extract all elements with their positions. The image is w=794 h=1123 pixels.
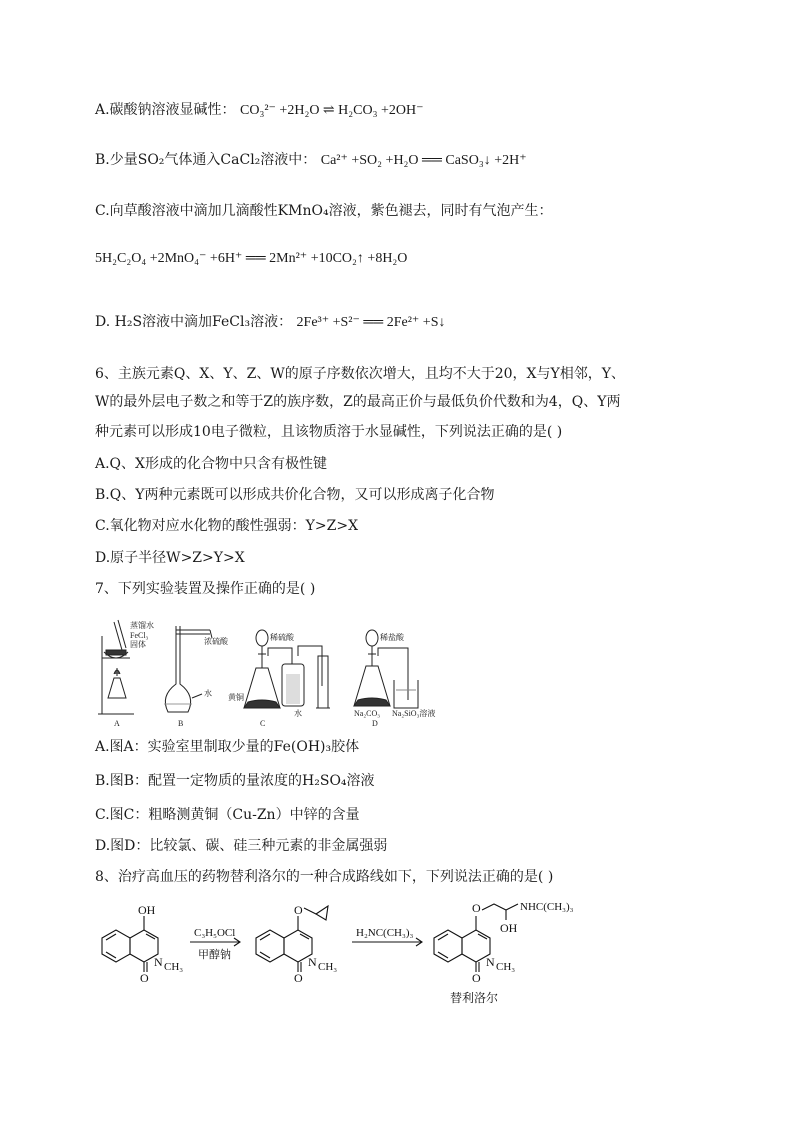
q6-option-d: D.原子半径W>Z>Y>X xyxy=(95,550,245,566)
q5-option-a-equation: CO₃²⁻ +2H₂O ⇌ H₂CO₃ +2OH⁻ xyxy=(240,103,424,118)
reactant-ch3: CH₃ xyxy=(164,961,184,973)
q6-option-a: A.Q、X形成的化合物中只含有极性键 xyxy=(95,456,328,472)
label-c-water: 水 xyxy=(294,709,302,718)
label-b-acid: 浓硫酸 xyxy=(204,637,228,646)
product-o: O xyxy=(472,901,481,915)
label-a-water: 蒸馏水 xyxy=(130,621,154,630)
label-a-solid: 固体 xyxy=(130,640,146,649)
label-d-acid: 稀盐酸 xyxy=(380,633,404,642)
reactant-o: O xyxy=(140,971,149,985)
q7-option-d: D.图D：比较氯、碳、硅三种元素的非金属强弱 xyxy=(95,838,388,854)
q7-option-c: C.图C：粗略测黄铜（Cu-Zn）中锌的含量 xyxy=(95,807,360,823)
q8-synthesis-scheme xyxy=(92,898,692,1010)
label-a-fecl3: FeCl₃ xyxy=(130,631,149,640)
q7-option-a: A.图A：实验室里制取少量的Fe(OH)₃胶体 xyxy=(95,739,360,755)
product-nhc: NHC(CH₃)₃ xyxy=(520,901,574,913)
q5-option-b xyxy=(95,150,527,171)
reactant-oh: OH xyxy=(138,903,156,917)
letter-c: C xyxy=(260,719,266,728)
intermediate-o: O xyxy=(294,903,303,917)
q5-option-c-label: C.向草酸溶液中滴加几滴酸性KMnO₄溶液，紫色褪去，同时有气泡产生： xyxy=(95,203,553,219)
q5-option-d-equation: 2Fe³⁺ +S²⁻ ══ 2Fe²⁺ +S↓ xyxy=(296,315,446,330)
q8-stem: 8、治疗高血压的药物替利洛尔的一种合成路线如下，下列说法正确的是( ) xyxy=(95,869,554,885)
q5-option-c-equation: 5H₂C₂O₄ +2MnO₄⁻ +6H⁺ ══ 2Mn²⁺ +10CO₂↑ +8H₂O xyxy=(95,251,408,266)
q6-stem-line3: 种元素可以形成10电子微粒，且该物质溶于水显碱性，下列说法正确的是( ) xyxy=(95,424,563,440)
letter-d: D xyxy=(372,719,378,728)
label-d-na2sio3: Na₂SiO₃溶液 xyxy=(392,709,436,718)
product-carbonyl-o: O xyxy=(472,971,481,985)
letter-a: A xyxy=(114,719,120,728)
q5-option-d-label: D. H₂S溶液中滴加FeCl₃溶液： xyxy=(95,314,293,330)
product-n: N xyxy=(486,955,495,969)
q5-option-a xyxy=(95,100,424,121)
reactant-structure xyxy=(102,916,158,972)
intermediate-carbonyl-o: O xyxy=(294,971,303,985)
label-c-brass: 黄铜 xyxy=(228,693,244,702)
q5-option-a-label: A.碳酸钠溶液显碱性： xyxy=(95,102,236,118)
label-d-na2co3: Na₂CO₃ xyxy=(354,709,381,718)
q7-option-b: B.图B：配置一定物质的量浓度的H₂SO₄溶液 xyxy=(95,773,375,789)
q6-stem-line1: 6、主族元素Q、X、Y、Z、W的原子序数依次增大，且均不大于20，X与Y相邻，Y、 xyxy=(95,366,625,382)
letter-b: B xyxy=(178,719,184,728)
reagent-1-bottom: 甲醇钠 xyxy=(198,948,231,961)
intermediate-ch3: CH₃ xyxy=(318,961,338,973)
apparatus-a xyxy=(98,620,134,714)
q6-stem-line2: W的最外层电子数之和等于Z的族序数，Z的最高正价与最低负价代数和为4，Q、Y两 xyxy=(95,394,621,410)
intermediate-n: N xyxy=(308,955,317,969)
label-b-water: 水 xyxy=(204,689,212,698)
q5-option-b-equation: Ca²⁺ +SO₂ +H₂O ══ CaSO₃↓ +2H⁺ xyxy=(320,153,527,168)
product-name: 替利洛尔 xyxy=(450,991,499,1005)
q5-option-b-label: B.少量SO₂气体通入CaCl₂溶液中： xyxy=(95,152,317,168)
reactant-n: N xyxy=(154,955,163,969)
q7-apparatus-figure xyxy=(92,616,452,728)
label-c-acid: 稀硫酸 xyxy=(270,633,294,642)
q6-option-b: B.Q、Y两种元素既可以形成共价化合物，又可以形成离子化合物 xyxy=(95,487,495,503)
reagent-2-top: H₂NC(CH₃)₃ xyxy=(356,927,414,939)
reagent-1-top: C₃H₅OCl xyxy=(194,927,236,939)
q5-option-d xyxy=(95,312,446,333)
product-oh: OH xyxy=(500,921,518,935)
q7-stem: 7、下列实验装置及操作正确的是( ) xyxy=(95,581,316,597)
product-ch3: CH₃ xyxy=(496,961,516,973)
q6-option-c: C.氧化物对应水化物的酸性强弱：Y>Z>X xyxy=(95,518,359,534)
